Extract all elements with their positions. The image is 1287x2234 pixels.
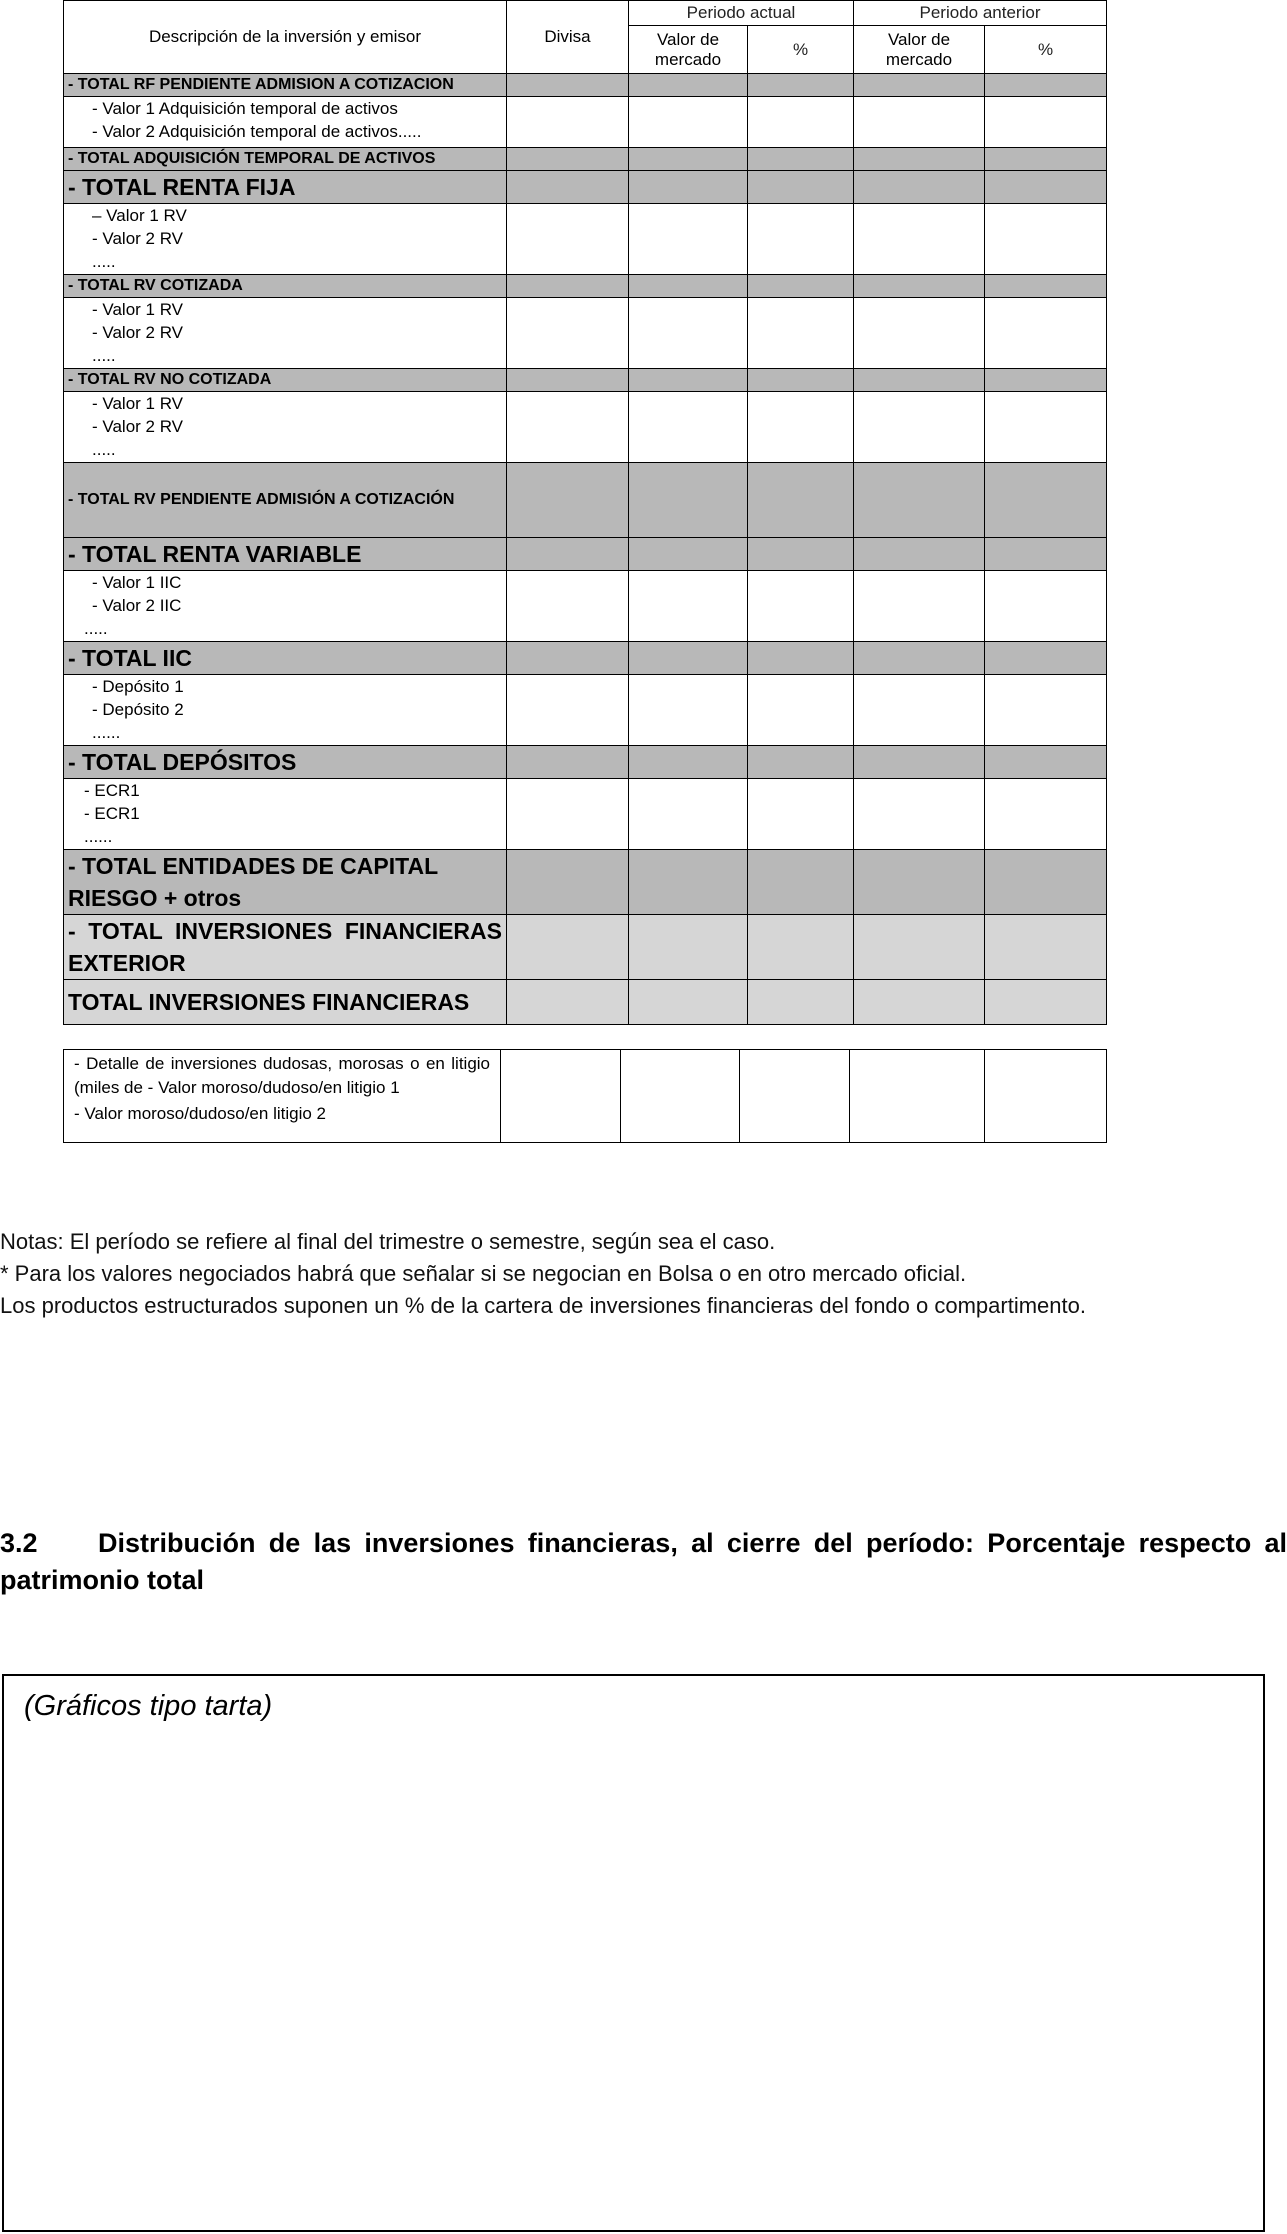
row-item: ..... (92, 346, 116, 365)
detail-row (64, 779, 1107, 850)
header-current-period: Periodo actual (629, 1, 854, 26)
investment-table (63, 0, 1107, 1025)
total-row (64, 148, 1107, 171)
row-label: - TOTAL DEPÓSITOS (68, 749, 297, 775)
detail-row (64, 675, 1107, 746)
row-item: - Valor 2 RV (92, 229, 184, 248)
doubtful-investments-text-2: - Valor moroso/dudoso/en litigio 2 (74, 1104, 326, 1123)
row-item: – Valor 1 RV (92, 206, 187, 225)
header-description: Descripción de la inversión y emisor (64, 1, 507, 74)
total-row (64, 850, 1107, 915)
detail-row (64, 392, 1107, 463)
section-number: 3.2 (0, 1528, 38, 1558)
total-row (64, 171, 1107, 204)
total-row (64, 642, 1107, 675)
total-row (64, 980, 1107, 1025)
row-item: ..... (92, 440, 116, 459)
header-market-value-previous: Valor de mercado (854, 26, 985, 74)
row-item: - Valor 2 RV (92, 417, 184, 436)
investment-table-wrapper (63, 0, 1106, 1143)
header-percent-current: % (748, 26, 854, 74)
note-line: Los productos estructurados suponen un % de la cartera de inversiones financieras del fondo o compartimento. (0, 1293, 1086, 1318)
row-item: - Valor 1 Adquisición temporal de activos (92, 99, 398, 118)
row-label: - TOTAL RENTA FIJA (68, 174, 296, 200)
section-title: Distribución de las inversiones financieras, al cierre del período: Porcentaje respecto al patrimonio total (0, 1528, 1287, 1595)
row-item: ...... (84, 827, 113, 846)
row-item: - Valor 2 IIC (92, 596, 182, 615)
total-row (64, 538, 1107, 571)
total-row (64, 369, 1107, 392)
row-item: - Depósito 2 (92, 700, 184, 719)
row-label: - TOTAL RV NO COTIZADA (68, 371, 272, 388)
row-item: - Depósito 1 (92, 677, 184, 696)
row-item: - ECR1 (84, 781, 140, 800)
row-label: - TOTAL RV COTIZADA (68, 277, 243, 294)
header-percent-previous: % (985, 26, 1107, 74)
row-label: TOTAL INVERSIONES FINANCIERAS (68, 989, 470, 1015)
pie-chart-placeholder-box (2, 1674, 1265, 2232)
doubtful-investments-text: - Detalle de inversiones dudosas, morosas o en litigio (miles de - Valor moroso/dudoso/en litigio 1 (74, 1054, 490, 1097)
row-item: - Valor 1 RV (92, 394, 184, 413)
header-previous-period: Periodo anterior (854, 1, 1107, 26)
total-row (64, 74, 1107, 97)
detail-row (64, 571, 1107, 642)
row-label: - TOTAL RF PENDIENTE ADMISION A COTIZACION (68, 76, 454, 93)
detail-row (64, 298, 1107, 369)
total-row (64, 463, 1107, 538)
detail-row (64, 97, 1107, 148)
row-item: - Valor 1 IIC (92, 573, 182, 592)
pie-chart-placeholder-text: (Gráficos tipo tarta) (24, 1690, 273, 1722)
row-item: ...... (92, 723, 121, 742)
note-line: * Para los valores negociados habrá que señalar si se negocian en Bolsa o en otro mercado oficial. (0, 1261, 967, 1286)
header-currency: Divisa (507, 1, 629, 74)
header-row-1 (64, 1, 1107, 26)
row-item: - Valor 2 Adquisición temporal de activos..... (92, 122, 422, 141)
row-item: ..... (84, 619, 108, 638)
row-item: ..... (92, 252, 116, 271)
row-item: - Valor 2 RV (92, 323, 184, 342)
row-label: - TOTAL ENTIDADES DE CAPITAL RIESGO + otros (68, 853, 438, 911)
section-heading (0, 1525, 1287, 1599)
note-line: Notas: El período se refiere al final del trimestre o semestre, según sea el caso. (0, 1229, 776, 1254)
doubtful-investments-cell (64, 1050, 501, 1143)
total-row (64, 275, 1107, 298)
total-row (64, 915, 1107, 980)
row-label: - TOTAL ADQUISICIÓN TEMPORAL DE ACTIVOS (68, 150, 436, 167)
row-label: - TOTAL INVERSIONES FINANCIERAS EXTERIOR (68, 918, 502, 976)
detail-row (64, 1050, 1107, 1143)
row-item: - Valor 1 RV (92, 300, 184, 319)
row-item: - ECR1 (84, 804, 140, 823)
total-row (64, 746, 1107, 779)
doubtful-investments-table (63, 1049, 1107, 1143)
row-label: - TOTAL RENTA VARIABLE (68, 541, 362, 567)
row-label: - TOTAL RV PENDIENTE ADMISIÓN A COTIZACIÓN (68, 491, 455, 508)
row-label: - TOTAL IIC (68, 645, 192, 671)
detail-row (64, 204, 1107, 275)
header-market-value-current: Valor de mercado (629, 26, 748, 74)
notes (0, 1226, 1287, 1322)
